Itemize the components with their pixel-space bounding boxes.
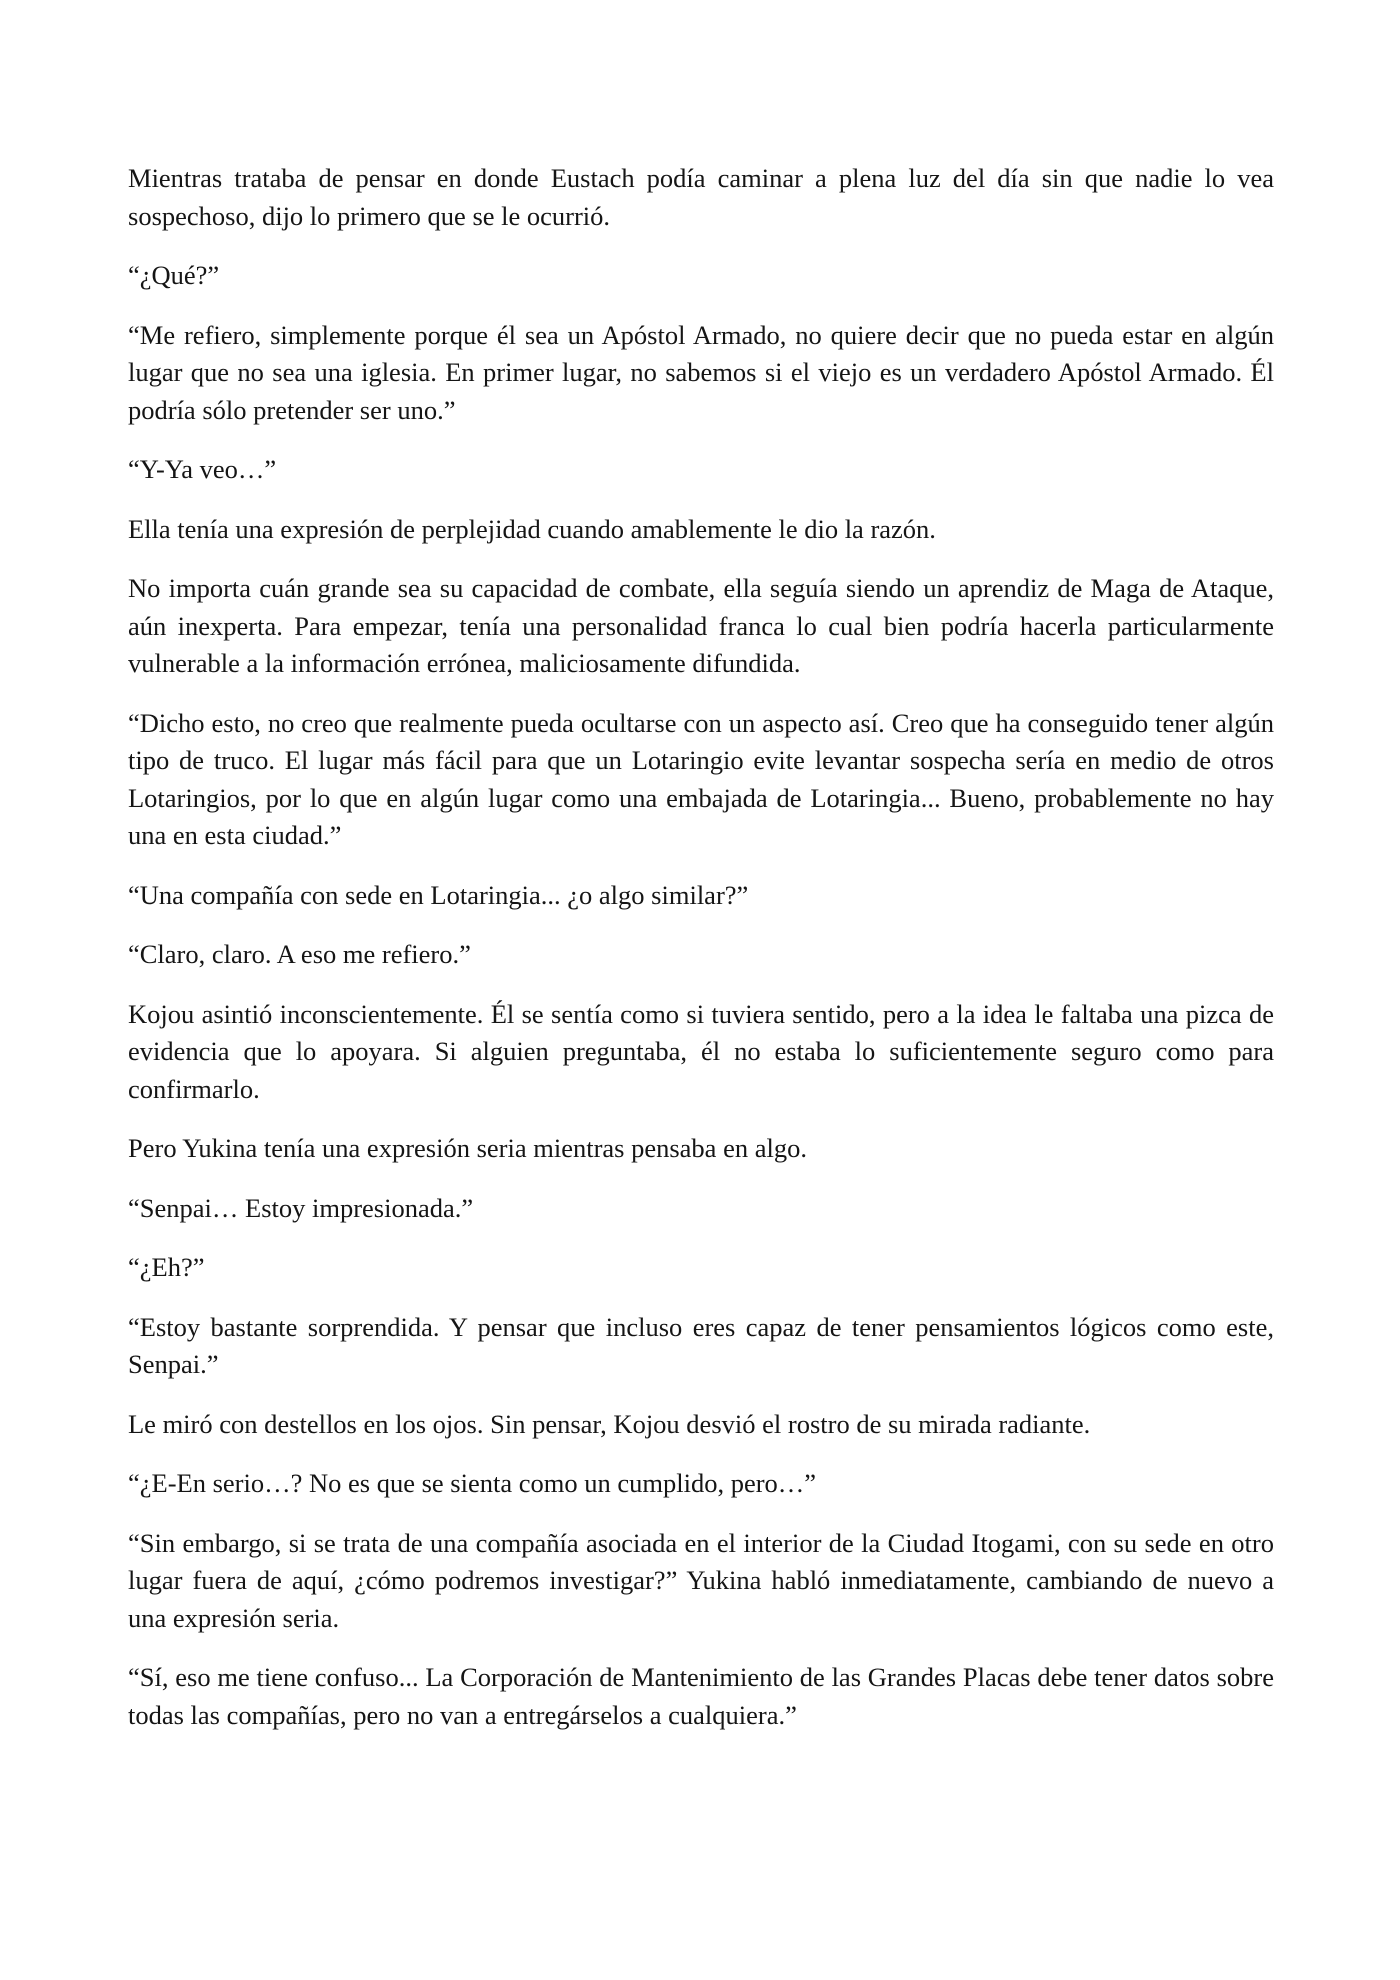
paragraph: “Una compañía con sede en Lotaringia... ¿o algo similar?” bbox=[128, 879, 749, 910]
paragraph: “Me refiero, simplemente porque él sea un Apóstol Armado, no quiere decir que no pueda estar en algún lugar que no sea una iglesia. En primer lugar, no sabemos si el viejo es un verdadero Apóstol Armado. Él podría sólo pretender ser uno.” bbox=[128, 319, 1274, 425]
paragraph: Pero Yukina tenía una expresión seria mientras pensaba en algo. bbox=[128, 1133, 807, 1163]
paragraph: “Estoy bastante sorprendida. Y pensar que incluso eres capaz de tener pensamientos lógicos como este, Senpai.” bbox=[128, 1311, 1274, 1379]
paragraph: “Y-Ya veo…” bbox=[128, 454, 277, 484]
paragraph: “Sí, eso me tiene confuso... La Corporación de Mantenimiento de las Grandes Placas debe tener datos sobre todas las compañías, pero no van a entregárselos a cualquiera.” bbox=[128, 1662, 1274, 1730]
paragraph: Kojou asintió inconscientemente. Él se sentía como si tuviera sentido, pero a la idea le faltaba una pizca de evidencia que lo apoyara. Si alguien preguntaba, él no estaba lo suficientemente seguro como para confirmarlo. bbox=[128, 998, 1274, 1104]
paragraph: “Sin embargo, si se trata de una compañía asociada en el interior de la Ciudad Itogami, con su sede en otro lugar fuera de aquí, ¿cómo podremos investigar?” Yukina habló inmediatamente, cambiando de nuevo a una expresión seria. bbox=[128, 1527, 1274, 1633]
paragraph: Ella tenía una expresión de perplejidad cuando amablemente le dio la razón. bbox=[128, 513, 936, 544]
paragraph: “Claro, claro. A eso me refiero.” bbox=[128, 939, 471, 969]
paragraph: “Dicho esto, no creo que realmente pueda ocultarse con un aspecto así. Creo que ha conseguido tener algún tipo de truco. El lugar más fácil para que un Lotaringio evite levantar sospecha sería en medio de otros Lotaringios, por lo que en algún lugar como una embajada de Lotaringia... Bueno, probablemente no hay una en esta ciudad.” bbox=[128, 707, 1274, 850]
paragraph: Le miró con destellos en los ojos. Sin pensar, Kojou desvió el rostro de su mirada radiante. bbox=[128, 1408, 1091, 1439]
paragraph: “¿E-En serio…? No es que se sienta como un cumplido, pero…” bbox=[128, 1468, 817, 1498]
paragraph: “¿Eh?” bbox=[128, 1252, 205, 1282]
document-page bbox=[128, 160, 1274, 1756]
paragraph: “¿Qué?” bbox=[128, 260, 220, 290]
paragraph: No importa cuán grande sea su capacidad de combate, ella seguía siendo un aprendiz de Maga de Ataque, aún inexperta. Para empezar, tenía una personalidad franca lo cual bien podría hacerla particularmente vulnerable a la información errónea, maliciosamente difundida. bbox=[128, 573, 1274, 678]
paragraph: “Senpai… Estoy impresionada.” bbox=[128, 1192, 474, 1223]
paragraph: Mientras trataba de pensar en donde Eustach podía caminar a plena luz del día sin que nadie lo vea sospechoso, dijo lo primero que se le ocurrió. bbox=[128, 163, 1274, 231]
